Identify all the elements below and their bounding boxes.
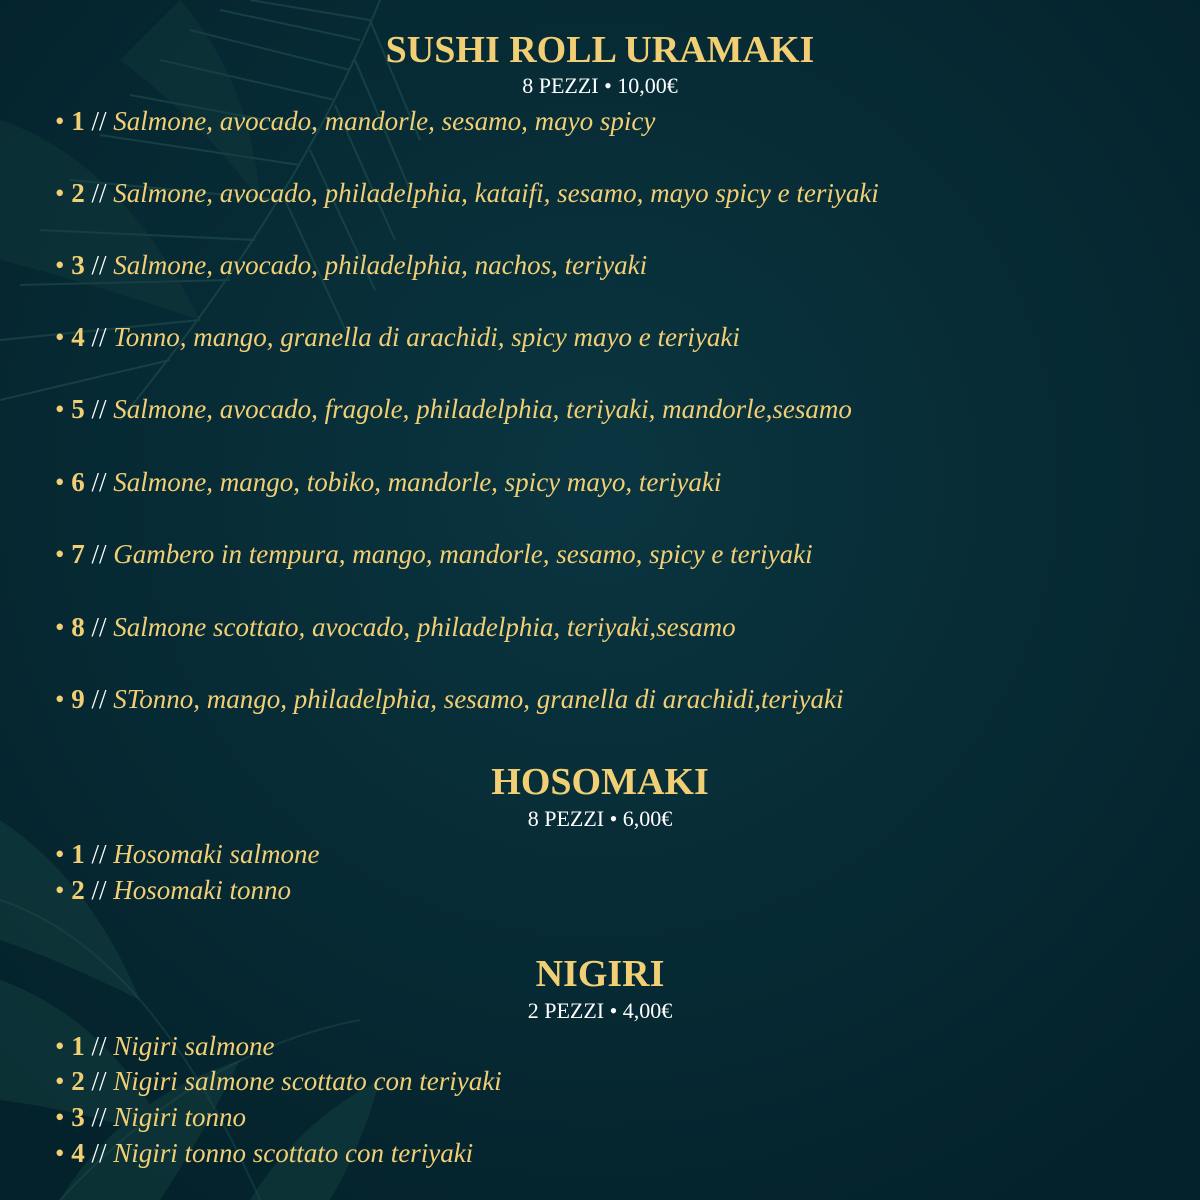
item-separator: //: [91, 875, 107, 905]
section-title-nigiri: NIGIRI: [535, 953, 665, 995]
item-separator: //: [91, 467, 107, 497]
item-number: 2: [71, 875, 85, 905]
section-price-uramaki: 8 PEZZI • 10,00€: [522, 73, 678, 98]
item-number: 2: [71, 178, 85, 208]
menu-item-nigiri-4: [55, 1138, 473, 1168]
item-description: Salmone, avocado, philadelphia, nachos, teriyaki: [113, 250, 648, 280]
bullet-icon: •: [55, 612, 65, 642]
bullet-icon: •: [55, 875, 65, 905]
menu-item-nigiri-1: [55, 1031, 274, 1061]
menu-item-uramaki-8: [55, 612, 736, 642]
menu-item-uramaki-9: [55, 684, 843, 714]
item-number: 7: [71, 539, 85, 569]
bullet-icon: •: [55, 322, 65, 352]
item-number: 9: [71, 684, 85, 714]
item-description: Salmone, avocado, philadelphia, kataifi, sesamo, mayo spicy e teriyaki: [113, 178, 879, 208]
item-number: 1: [71, 106, 85, 136]
menu-item-nigiri-3: [55, 1102, 246, 1132]
menu-item-uramaki-1: [55, 106, 655, 136]
menu-item-uramaki-3: [55, 250, 647, 280]
item-number: 1: [71, 839, 85, 869]
item-separator: //: [91, 839, 107, 869]
menu-item-uramaki-7: [55, 539, 813, 569]
bullet-icon: •: [55, 1102, 65, 1132]
bullet-icon: •: [55, 1066, 65, 1096]
item-description: Nigiri salmone: [113, 1031, 275, 1061]
item-separator: //: [91, 1066, 107, 1096]
menu-item-uramaki-6: [55, 467, 721, 497]
item-separator: //: [91, 1102, 107, 1132]
item-description: Nigiri salmone scottato con teriyaki: [113, 1066, 502, 1096]
bullet-icon: •: [55, 1138, 65, 1168]
item-number: 6: [71, 467, 85, 497]
item-description: Nigiri tonno scottato con teriyaki: [113, 1138, 474, 1168]
item-description: Salmone, avocado, fragole, philadelphia, teriyaki, mandorle,sesamo: [113, 394, 852, 424]
item-separator: //: [91, 1138, 107, 1168]
item-description: Gambero in tempura, mango, mandorle, sesamo, spicy e teriyaki: [113, 539, 813, 569]
item-number: 4: [71, 1138, 85, 1168]
section-title-uramaki: SUSHI ROLL URAMAKI: [385, 29, 815, 71]
item-separator: //: [91, 539, 107, 569]
item-description: Tonno, mango, granella di arachidi, spicy mayo e teriyaki: [113, 322, 740, 352]
bullet-icon: •: [55, 394, 65, 424]
item-description: Salmone, avocado, mandorle, sesamo, mayo spicy: [113, 106, 656, 136]
menu-item-uramaki-5: [55, 394, 852, 424]
bullet-icon: •: [55, 106, 65, 136]
item-number: 3: [71, 250, 85, 280]
item-number: 1: [71, 1031, 85, 1061]
item-number: 5: [71, 394, 85, 424]
item-separator: //: [91, 322, 107, 352]
item-separator: //: [91, 250, 107, 280]
bullet-icon: •: [55, 250, 65, 280]
item-separator: //: [91, 178, 107, 208]
item-number: 2: [71, 1066, 85, 1096]
menu-item-uramaki-4: [55, 322, 740, 352]
item-number: 4: [71, 322, 85, 352]
bullet-icon: •: [55, 539, 65, 569]
item-number: 3: [71, 1102, 85, 1132]
bullet-icon: •: [55, 839, 65, 869]
bullet-icon: •: [55, 467, 65, 497]
item-description: Hosomaki salmone: [113, 839, 320, 869]
item-description: Salmone scottato, avocado, philadelphia, teriyaki,sesamo: [113, 612, 736, 642]
item-description: Hosomaki tonno: [113, 875, 291, 905]
item-separator: //: [91, 1031, 107, 1061]
menu-item-hosomaki-1: [55, 839, 319, 869]
menu-item-uramaki-2: [55, 178, 879, 208]
bullet-icon: •: [55, 1031, 65, 1061]
section-title-hosomaki: HOSOMAKI: [491, 761, 709, 803]
bullet-icon: •: [55, 684, 65, 714]
item-separator: //: [91, 684, 107, 714]
menu-item-hosomaki-2: [55, 875, 291, 905]
item-description: Nigiri tonno: [113, 1102, 246, 1132]
bullet-icon: •: [55, 178, 65, 208]
item-description: STonno, mango, philadelphia, sesamo, granella di arachidi,teriyaki: [113, 684, 844, 714]
section-price-nigiri: 2 PEZZI • 4,00€: [527, 998, 673, 1023]
item-number: 8: [71, 612, 85, 642]
item-separator: //: [91, 394, 107, 424]
item-separator: //: [91, 106, 107, 136]
section-price-hosomaki: 8 PEZZI • 6,00€: [527, 806, 673, 831]
item-description: Salmone, mango, tobiko, mandorle, spicy mayo, teriyaki: [113, 467, 722, 497]
menu-item-nigiri-2: [55, 1066, 502, 1096]
item-separator: //: [91, 612, 107, 642]
